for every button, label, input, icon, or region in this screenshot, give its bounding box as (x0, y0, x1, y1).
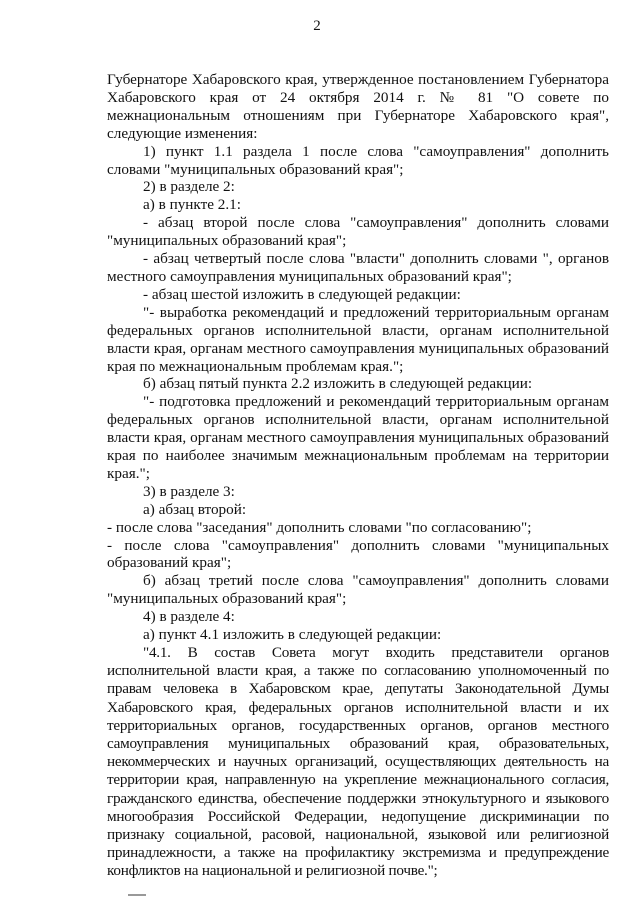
paragraph-item-3a: а) абзац второй: (143, 500, 247, 518)
page-number: 2 (313, 18, 321, 34)
paragraph-item-2b: б) абзац пятый пункта 2.2 изложить в следующей редакции: (143, 375, 533, 393)
paragraph-item-2a-second: - абзац второй после слова "самоуправления" дополнить словами "муниципальных образований края"; (107, 214, 609, 250)
paragraph-item-2a-fourth: - абзац четвертый после слова "власти" дополнить словами ", органов местного самоуправления муниципальных образований края"; (107, 250, 609, 285)
paragraph-item-2a: а) в пункте 2.1: (143, 196, 241, 214)
paragraph-item-4a: а) пункт 4.1 изложить в следующей редакции: (143, 626, 442, 644)
paragraph-item-1: 1) пункт 1.1 раздела 1 после слова "самоуправления" дополнить словами "муниципальных образований края"; (107, 142, 609, 178)
document-body (107, 71, 609, 881)
paragraph-item-4: 4) в разделе 4: (143, 608, 235, 626)
paragraph-item-3b: б) абзац третий после слова "самоуправления" дополнить словами "муниципальных образований края"; (107, 572, 609, 608)
paragraph-item-2a-sixth: - абзац шестой изложить в следующей редакции: (143, 285, 461, 303)
scan-mark (128, 894, 146, 896)
paragraph-item-2a-sixth-text: "- выработка рекомендаций и предложений территориальным органам федеральных органов исполнительной власти, органам исполнительной власти края, органам местного самоуправления муниципальных образований края по межнациональным проблемам края."; (107, 303, 609, 375)
paragraph-item-4a-text: "4.1. В состав Совета могут входить представители органов исполнительной власти края, а также по согласованию уполномоченный по правам человека в Хабаровском крае, депутаты Законодательной Думы Хабаровского края, федеральных органов исполнительной власти и их территориальных органов, государственных органов, органов местного самоуправления муниципальных образований края, образовательных, некоммерческих и научных организаций, осуществляющих деятельность на территории края, направленную на укрепление межнационального согласия, гражданского единства, обеспечение поддержки этнокультурного и языкового многообразия Российской Федерации, недопущение дискриминации по признаку социальной, расовой, национальной, языковой или религиозной принадлежности, а также на профилактику экстремизма и предупреждение конфликтов на национальной и религиозной почве."; (107, 644, 609, 880)
paragraph-item-3a-second-change: - после слова "самоуправления" дополнить словами "муниципальных образований края"; (107, 536, 609, 572)
paragraph-item-2b-text: "- подготовка предложений и рекомендаций территориальным органам федеральных органов исполнительной власти, органам исполнительной власти края, органам местного самоуправления муниципальных образований края по наиболее значимым межнациональным проблемам на территории края."; (107, 393, 609, 482)
paragraph-intro: Губернаторе Хабаровского края, утвержденное постановлением Губернатора Хабаровского края от 24 октября 2014 г. № 81 "О совете по межнациональным отношениям при Губернаторе Хабаровского края", следующие изменения: (107, 71, 609, 142)
paragraph-item-2: 2) в разделе 2: (143, 178, 235, 196)
paragraph-item-3: 3) в разделе 3: (143, 482, 235, 500)
paragraph-item-3a-first-change: - после слова "заседания" дополнить словами "по согласованию"; (107, 518, 532, 536)
